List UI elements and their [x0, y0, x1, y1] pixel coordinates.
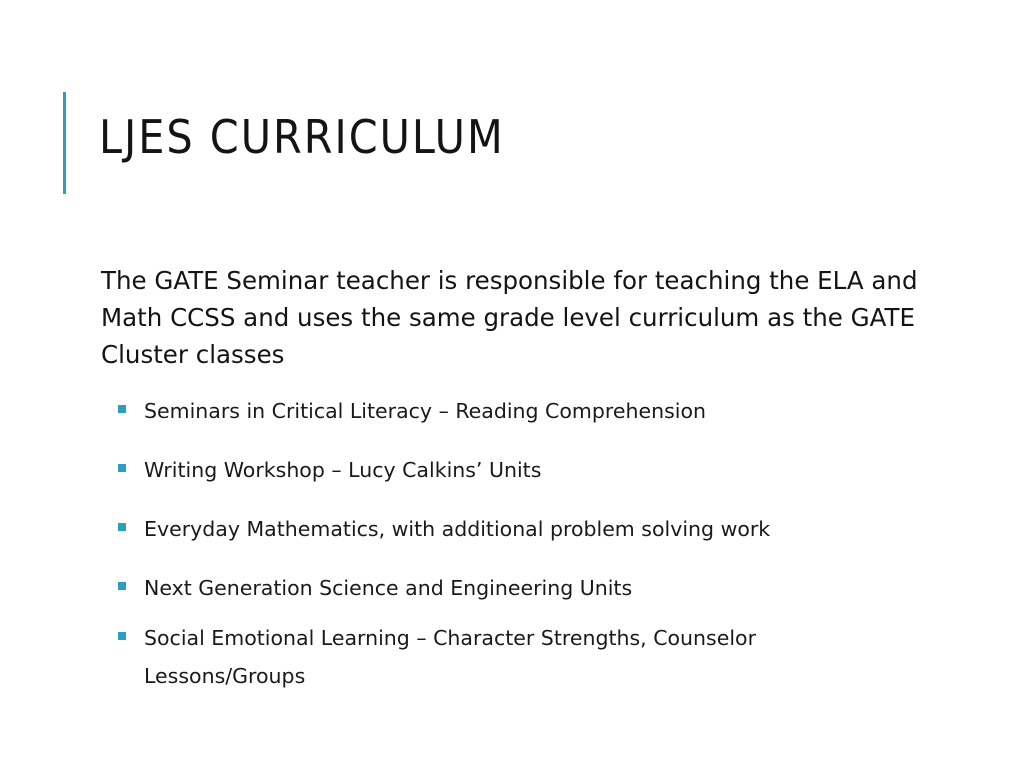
square-bullet-icon: [118, 582, 126, 590]
slide-title: LJES CURRICULUM: [99, 110, 505, 164]
bullet-text: Next Generation Science and Engineering Units: [144, 576, 633, 600]
curriculum-bullet-list: [118, 392, 878, 695]
bullet-item: [118, 619, 878, 695]
bullet-item: [118, 451, 878, 489]
bullet-item: [118, 510, 878, 548]
bullet-text: Seminars in Critical Literacy – Reading Comprehension: [144, 399, 706, 423]
intro-paragraph: The GATE Seminar teacher is responsible for teaching the ELA and Math CCSS and uses the same grade level curriculum as the GATE Cluster classes: [101, 266, 918, 369]
bullet-item: [118, 392, 878, 430]
bullet-text: Writing Workshop – Lucy Calkins’ Units: [144, 458, 542, 482]
square-bullet-icon: [118, 632, 126, 640]
square-bullet-icon: [118, 405, 126, 413]
square-bullet-icon: [118, 464, 126, 472]
bullet-text: Everyday Mathematics, with additional problem solving work: [144, 517, 771, 541]
title-accent-bar: [63, 92, 66, 194]
square-bullet-icon: [118, 523, 126, 531]
bullet-text: Social Emotional Learning – Character Strengths, Counselor Lessons/Groups: [144, 626, 756, 688]
bullet-item: [118, 569, 878, 607]
